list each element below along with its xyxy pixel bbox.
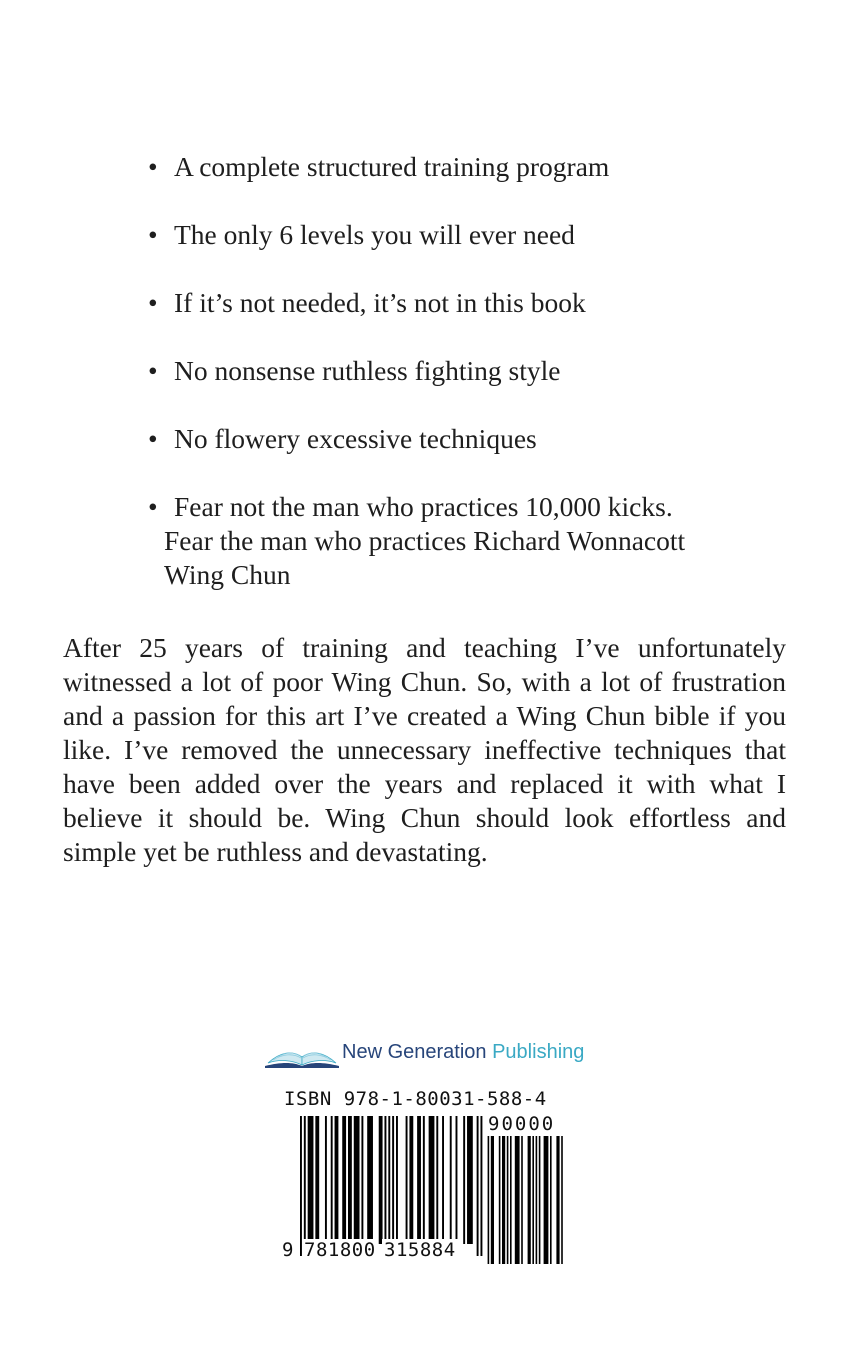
- barcode-guard-bar: [300, 1116, 302, 1256]
- bullet-dot: •: [148, 423, 158, 454]
- ean-right-group: 315884: [384, 1239, 456, 1261]
- addon-bar: [539, 1136, 541, 1264]
- barcode-bar: [367, 1116, 373, 1244]
- barcode-bar: [348, 1116, 352, 1244]
- addon-price-code: 90000: [488, 1113, 556, 1135]
- addon-bar: [556, 1136, 559, 1264]
- addon-bar: [515, 1136, 520, 1264]
- barcode-bar: [315, 1116, 319, 1244]
- barcode-bar: [450, 1116, 452, 1244]
- bullet-text: No nonsense ruthless fighting style: [174, 355, 561, 386]
- isbn-barcode: [280, 1088, 570, 1268]
- bullet-dot: •: [148, 151, 158, 182]
- addon-bar: [544, 1136, 549, 1264]
- publisher-name: [342, 1041, 584, 1064]
- barcode-bar: [342, 1116, 346, 1244]
- addon-bar: [488, 1136, 490, 1264]
- bullet-text: Fear the man who practices Richard Wonnacott: [164, 525, 686, 556]
- bullet-text: A complete structured training program: [174, 151, 610, 182]
- barcode-guard-bar: [477, 1116, 479, 1256]
- feature-bullet: [148, 422, 798, 456]
- addon-bar: [550, 1136, 552, 1264]
- barcode-bar: [354, 1116, 360, 1244]
- feature-bullet: [148, 218, 798, 252]
- feature-bullet: [148, 354, 798, 388]
- bullet-text: Fear not the man who practices 10,000 kicks.: [174, 491, 673, 522]
- bullet-dot: •: [148, 491, 158, 522]
- addon-bar: [561, 1136, 563, 1264]
- feature-bullet: [148, 150, 798, 184]
- bullet-dot: •: [148, 355, 158, 386]
- barcode-bar: [409, 1116, 413, 1244]
- barcode-bar: [361, 1116, 363, 1244]
- barcode-bar: [396, 1116, 398, 1244]
- barcode-guard-bar: [480, 1116, 482, 1256]
- ean-left-group: 781800: [304, 1239, 376, 1261]
- barcode-bar: [379, 1116, 383, 1244]
- barcode-bar: [463, 1116, 465, 1244]
- open-book-icon: [263, 1035, 341, 1069]
- addon-bar: [510, 1136, 512, 1264]
- addon-bar: [507, 1136, 509, 1264]
- feature-bullet-list: [148, 150, 798, 592]
- barcode-bar: [429, 1116, 435, 1244]
- bullet-text: The only 6 levels you will ever need: [174, 219, 575, 250]
- barcode-bar: [442, 1116, 444, 1244]
- addon-bar: [521, 1136, 523, 1264]
- bullet-text: Wing Chun: [164, 559, 291, 590]
- barcode-guard-bar: [304, 1116, 306, 1256]
- ean-first-digit: 9: [282, 1239, 294, 1261]
- addon-bar: [536, 1136, 538, 1264]
- publisher-name-accent: Publishing: [492, 1040, 585, 1063]
- barcode-bar: [456, 1116, 458, 1244]
- barcode-guard-bar: [388, 1116, 390, 1256]
- addon-bar: [499, 1136, 501, 1264]
- barcode-bar: [406, 1116, 408, 1244]
- barcode-bar: [423, 1116, 425, 1244]
- barcode-guard-bar: [392, 1116, 394, 1256]
- barcode-bar: [325, 1116, 327, 1244]
- isbn-label: ISBN 978-1-80031-588-4: [284, 1088, 547, 1110]
- publisher-name-main: New Generation: [342, 1040, 487, 1063]
- bullet-text: No flowery excessive techniques: [174, 423, 537, 454]
- publisher-logo: [263, 1032, 584, 1072]
- addon-bar: [491, 1136, 494, 1264]
- book-blurb: After 25 years of training and teaching I’ve unfortunately witnessed a lot of poor Wing Chun. So, with a lot of frustration and a passion for this art I’ve created a Wing Chun bible if you like. I’ve removed the unnecessary ineffective techniques that have been added over the years and replaced it with what I believe it should be. Wing Chun should look effortless and simple yet be ruthless and devastating.: [63, 632, 786, 867]
- barcode-bar: [331, 1116, 333, 1244]
- feature-bullet: [148, 286, 798, 320]
- barcode-bar: [335, 1116, 339, 1244]
- barcode-bar: [384, 1116, 386, 1244]
- addon-bar: [528, 1136, 531, 1264]
- barcode-bar: [436, 1116, 438, 1244]
- bullet-dot: •: [148, 219, 158, 250]
- feature-bullet: [148, 490, 798, 592]
- bullet-text: If it’s not needed, it’s not in this book: [174, 287, 586, 318]
- barcode-bar: [417, 1116, 421, 1244]
- addon-bar: [502, 1136, 505, 1264]
- bullet-dot: •: [148, 287, 158, 318]
- barcode-bar: [308, 1116, 314, 1244]
- barcode-bar: [467, 1116, 473, 1244]
- addon-bar: [532, 1136, 534, 1264]
